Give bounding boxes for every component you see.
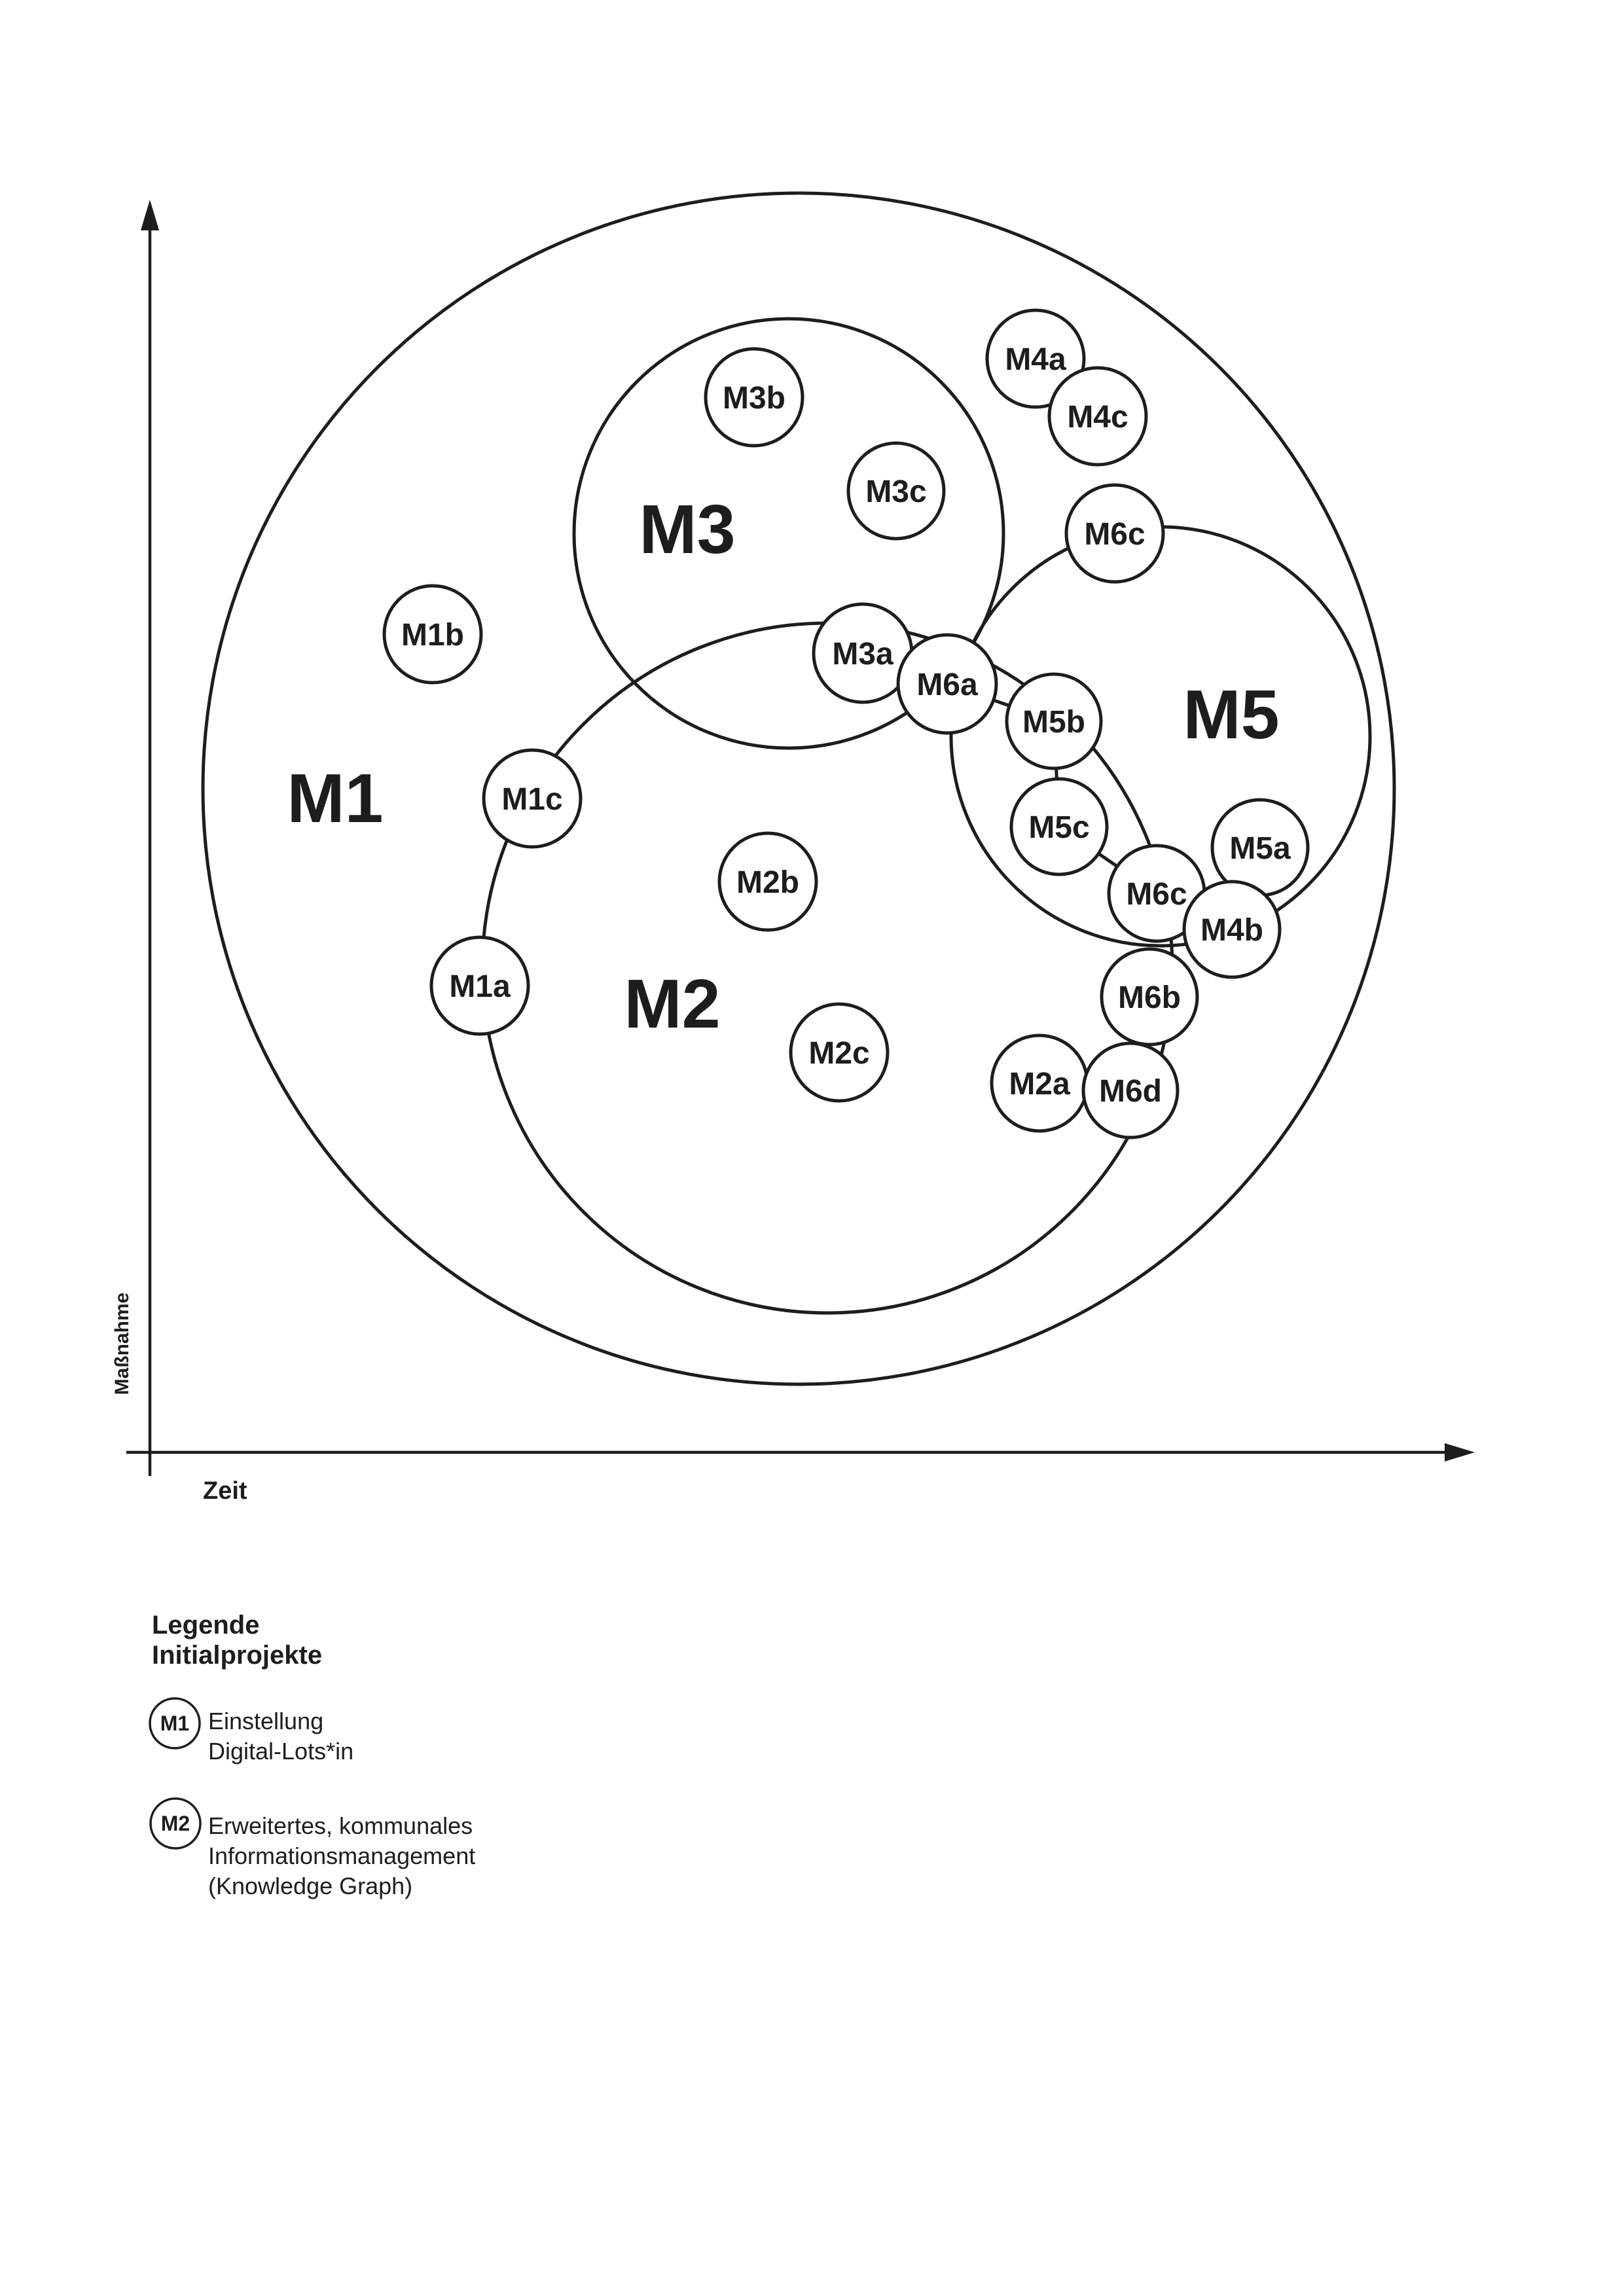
legend-item-m2-line3: (Knowledge Graph)	[208, 1873, 413, 1899]
y-axis	[111, 200, 159, 1476]
legend-heading-line2: Initialprojekte	[152, 1641, 323, 1670]
legend-item-m1-line2: Digital-Lots*in	[208, 1738, 354, 1765]
node-m1c	[484, 750, 581, 847]
x-axis-arrow-icon	[1445, 1443, 1475, 1462]
legend-badge-m2-label: M2	[160, 1812, 190, 1835]
legend-item-m2-line1: Erweitertes, kommunales	[208, 1812, 473, 1839]
y-axis-label: Maßnahme	[111, 1292, 133, 1395]
node-m6d-label: M6d	[1099, 1074, 1162, 1109]
node-m2a	[992, 1035, 1087, 1131]
legend-heading-line1: Legende	[152, 1611, 260, 1640]
node-m2b-label: M2b	[736, 865, 799, 900]
node-m3c-label: M3c	[865, 475, 927, 509]
group-label-m3: M3	[639, 491, 736, 568]
node-m3b-label: M3b	[723, 381, 785, 416]
node-m6a-label: M6a	[916, 668, 978, 702]
legend-item-m2	[151, 1799, 475, 1899]
node-m1a-label: M1a	[449, 969, 511, 1004]
node-m5c	[1011, 779, 1107, 874]
node-m3b	[706, 349, 803, 446]
y-axis-arrow-icon	[141, 200, 159, 230]
node-m5c-label: M5c	[1028, 810, 1090, 845]
node-m2c-label: M2c	[808, 1036, 870, 1071]
node-m6c-cluster-label: M6c	[1126, 877, 1187, 912]
x-axis	[126, 1443, 1475, 1505]
node-m1b-label: M1b	[401, 618, 464, 653]
node-m2a-label: M2a	[1009, 1067, 1070, 1102]
legend-item-m1	[150, 1698, 353, 1765]
group-label-m1: M1	[287, 760, 384, 837]
node-m3c	[848, 443, 944, 539]
node-m1c-label: M1c	[501, 782, 563, 817]
node-m4b	[1184, 882, 1280, 977]
node-m1b	[384, 586, 481, 683]
node-m6c-top	[1066, 485, 1163, 582]
node-m4c-label: M4c	[1067, 400, 1128, 435]
node-m1a	[431, 937, 528, 1034]
node-m4b-label: M4b	[1200, 913, 1263, 948]
legend	[150, 1611, 475, 1899]
group-label-m2: M2	[624, 965, 721, 1043]
legend-item-m1-line1: Einstellung	[208, 1708, 324, 1734]
node-m6a	[898, 635, 996, 733]
node-m5b	[1007, 674, 1101, 768]
node-m4a-label: M4a	[1005, 342, 1066, 377]
legend-badge-m1-label: M1	[160, 1712, 190, 1735]
x-axis-label: Zeit	[203, 1477, 247, 1505]
node-m2b	[719, 833, 816, 930]
legend-item-m2-line2: Informationsmanagement	[208, 1842, 476, 1869]
node-m6b	[1102, 949, 1197, 1045]
node-m2c	[791, 1004, 888, 1101]
node-m4c	[1049, 368, 1146, 465]
node-m6c-top-label: M6c	[1084, 517, 1146, 552]
node-m6b-label: M6b	[1118, 980, 1181, 1015]
group-label-m5: M5	[1183, 676, 1280, 753]
node-m3a-label: M3a	[832, 637, 893, 672]
node-m5a-label: M5a	[1229, 831, 1291, 866]
node-m6d	[1083, 1043, 1178, 1138]
node-m5b-label: M5b	[1022, 705, 1085, 740]
